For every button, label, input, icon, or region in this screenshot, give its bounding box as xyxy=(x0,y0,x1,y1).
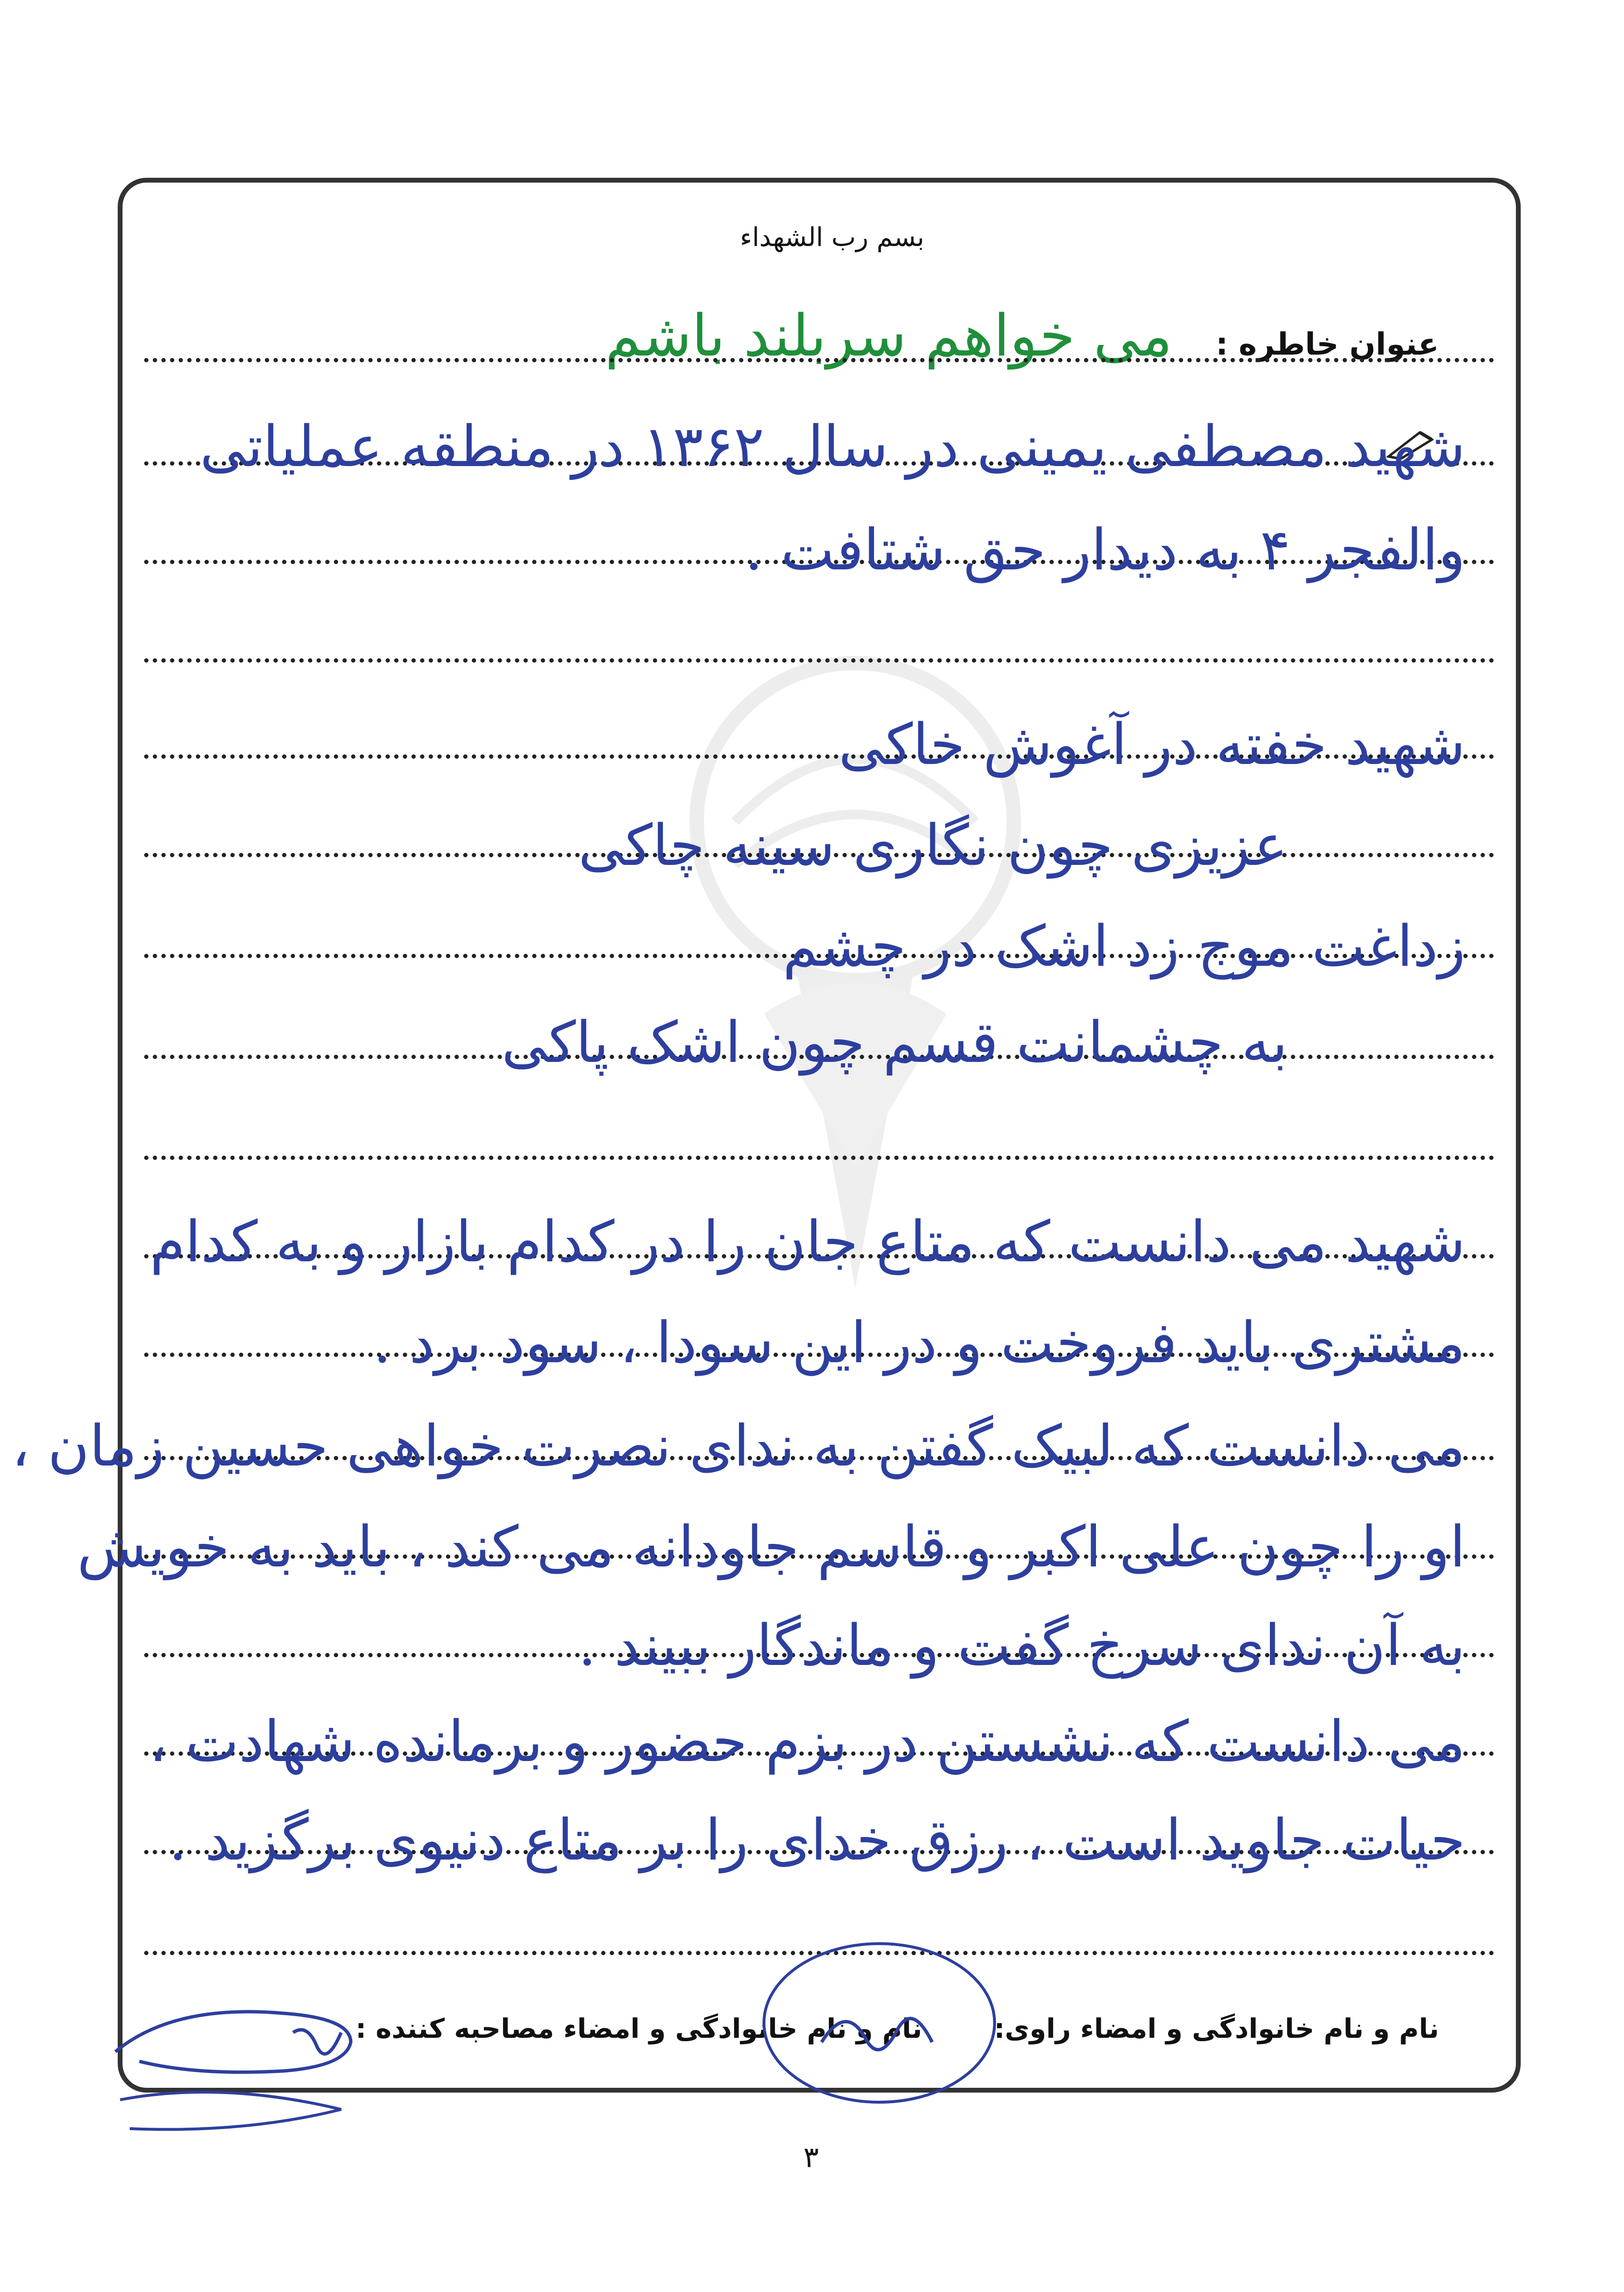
basmala-header: بسم رب الشهداء xyxy=(740,222,924,252)
ruled-line xyxy=(144,658,1494,663)
body-line-4: عزیزی چون نگاری سینه چاکی xyxy=(578,812,1288,878)
ruled-line xyxy=(144,1156,1494,1160)
page-number: ۳ xyxy=(803,2141,819,2174)
title-label: عنوان خاطره : xyxy=(1216,327,1439,362)
body-line-2: والفجر ۴ به دیدار حق شتافت . xyxy=(745,517,1465,583)
ruled-line xyxy=(144,358,1494,362)
body-line-9: می دانست که لبیک گفتن به ندای نصرت خواهی حسین زمان ، xyxy=(11,1413,1465,1479)
body-line-8: مشتری باید فروخت و در این سودا ، سود برد . xyxy=(373,1309,1465,1376)
narrator-signature xyxy=(101,1975,370,2157)
body-line-1: شهید مصطفی یمینی در سال ۱۳۶۲ در منطقه عملیاتی xyxy=(199,413,1465,480)
narrator-signature-label: نام و نام خانوادگی و امضاء راوی: xyxy=(994,2013,1439,2045)
body-line-5: زداغت موج زد اشک در چشم xyxy=(783,913,1465,979)
interviewer-signature-label: نام و نام خانوادگی و امضاء مصاحبه کننده : xyxy=(356,2013,923,2045)
title-value: می خواهم سربلند باشم xyxy=(605,303,1172,370)
body-line-3: شهید خفته در آغوش خاکی xyxy=(838,711,1465,777)
body-line-12: می دانست که نشستن در بزم حضور و برمانده شهادت ، xyxy=(149,1708,1465,1774)
interviewer-signature xyxy=(750,1932,1009,2114)
body-line-13: حیات جاوید است ، رزق خدای را بر متاع دنیوی برگزید . xyxy=(169,1807,1465,1873)
body-line-7: شهید می دانست که متاع جان را در کدام بازار و به کدام xyxy=(150,1208,1465,1275)
body-line-6: به چشمانت قسم چون اشک پاکی xyxy=(501,1009,1288,1075)
body-line-11: به آن ندای سرخ گفت و ماندگار ببیند . xyxy=(578,1612,1465,1678)
body-line-10: او را چون علی اکبر و قاسم جاودانه می کند ، باید به خویش xyxy=(77,1514,1465,1580)
